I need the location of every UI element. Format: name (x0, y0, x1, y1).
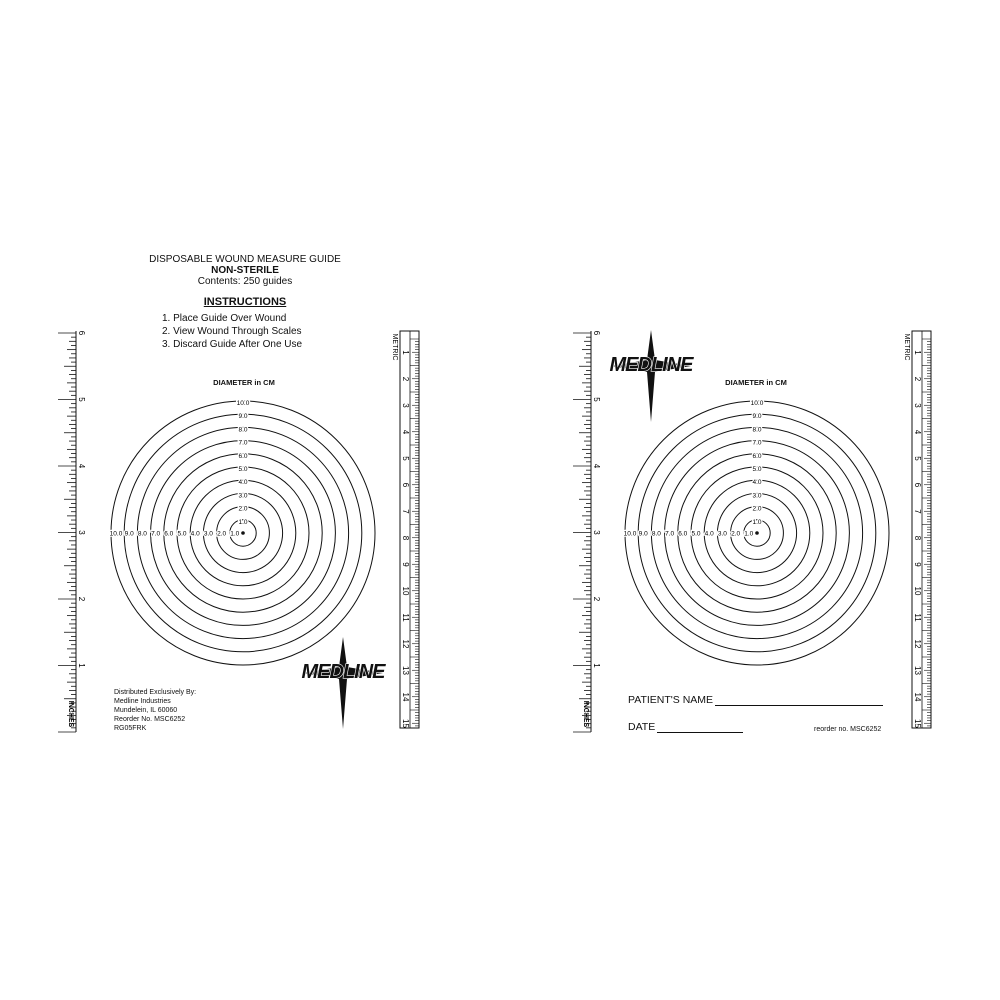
diameter-rings (110, 400, 375, 665)
inch-number: 6 (76, 330, 86, 336)
distributor-line: Reorder No. MSC6252 (114, 716, 186, 723)
cm-number: 4 (912, 429, 922, 435)
metric-label: METRIC (903, 333, 911, 361)
cm-number: 10 (400, 586, 410, 596)
ring-label-left: 3.0 (203, 530, 213, 538)
medline-star-icon (611, 330, 691, 422)
cm-number: 5 (400, 456, 410, 461)
center-dot (755, 531, 759, 535)
cm-number: 1 (912, 350, 922, 355)
medline-logo-text: MEDLINE (301, 661, 385, 683)
ring-label-top: 8.0 (752, 426, 762, 434)
inches-label: INCHES (67, 700, 74, 728)
instructions-heading: INSTRUCTIONS (203, 296, 287, 308)
ring-label-left: 5.0 (177, 530, 187, 538)
metric-ruler (391, 331, 419, 728)
cm-number: 8 (400, 535, 410, 541)
ring-label-top: 9.0 (238, 413, 248, 421)
ring-label-top: 7.0 (238, 439, 248, 447)
sterility-label: NON-STERILE (211, 265, 279, 276)
ring-label-top: 3.0 (752, 492, 762, 500)
ring-label-left: 3.0 (717, 530, 727, 538)
cm-number: 12 (400, 639, 410, 649)
diameter-rings (624, 400, 889, 665)
cm-number: 7 (912, 509, 922, 514)
ring-label-left: 5.0 (691, 530, 701, 538)
inch-number: 6 (591, 330, 601, 336)
inch-number: 2 (76, 596, 86, 602)
ring-label-left: 8.0 (137, 530, 147, 538)
cm-number: 8 (912, 535, 922, 541)
metric-ruler (903, 331, 931, 728)
ring-label-top: 9.0 (752, 413, 762, 421)
cm-number: 6 (400, 482, 410, 488)
guide-drawing (573, 330, 931, 732)
cm-number: 13 (400, 666, 410, 675)
ring-label-top: 2.0 (238, 505, 248, 513)
ring-label-left: 1.0 (230, 530, 240, 538)
contents-label: Contents: 250 guides (197, 276, 293, 287)
center-dot (241, 531, 245, 535)
ring-label-left: 2.0 (731, 530, 741, 538)
cm-number: 13 (912, 666, 922, 675)
ring-label-top: 1.0 (238, 518, 248, 526)
reorder-number: reorder no. MSC6252 (814, 726, 882, 733)
ring-label-left: 4.0 (190, 530, 200, 538)
distributor-line: Medline Industries (114, 698, 171, 705)
inch-number: 1 (591, 663, 601, 668)
cm-number: 12 (912, 639, 922, 649)
date-field (628, 721, 743, 733)
patient-name-line (715, 695, 883, 706)
instruction-item: 3. Discard Guide After One Use (162, 339, 303, 350)
ring-label-top: 5.0 (752, 466, 762, 473)
ring-label-left: 7.0 (151, 530, 161, 538)
ring-label-left: 1.0 (744, 530, 754, 538)
ring-label-left: 10.0 (623, 530, 637, 538)
ring-label-top: 7.0 (752, 439, 762, 447)
cm-number: 14 (912, 692, 922, 702)
ring-label-top: 1.0 (752, 518, 762, 526)
inch-number: 5 (76, 397, 86, 402)
distributor-line: Mundelein, IL 60060 (114, 707, 178, 714)
cm-number: 5 (912, 456, 922, 461)
diameter-title: DIAMETER in CM (725, 378, 787, 387)
ring-label-left: 9.0 (638, 530, 648, 538)
medline-logo (610, 330, 695, 422)
ring-label-top: 4.0 (238, 479, 248, 487)
cm-number: 10 (912, 586, 922, 596)
ring-label-left: 6.0 (164, 530, 174, 538)
ring-label-top: 10.0 (236, 400, 250, 407)
guide-drawing (58, 331, 419, 732)
cm-number: 1 (400, 350, 410, 355)
ring-label-left: 8.0 (651, 530, 661, 538)
distributor-line: RG05FRK (114, 725, 147, 732)
date-label: DATE (628, 721, 656, 733)
ring-label-top: 6.0 (238, 452, 248, 460)
inch-number: 1 (76, 663, 86, 668)
cm-number: 3 (400, 403, 410, 408)
ring-label-top: 3.0 (238, 492, 248, 500)
instruction-item: 1. Place Guide Over Wound (162, 313, 287, 324)
metric-label: METRIC (391, 333, 399, 361)
cm-number: 2 (400, 376, 410, 382)
distributor-info (114, 688, 196, 733)
inch-number: 3 (76, 530, 86, 535)
patient-name-field (628, 694, 883, 706)
cm-number: 4 (400, 429, 410, 435)
inch-number: 4 (76, 463, 86, 469)
inch-number: 5 (591, 397, 601, 402)
ring-label-left: 2.0 (217, 530, 227, 538)
ring-label-top: 2.0 (752, 505, 762, 513)
cm-number: 9 (912, 562, 922, 567)
date-line (657, 722, 743, 733)
cm-number: 7 (400, 509, 410, 514)
ring-label-top: 10.0 (750, 400, 764, 407)
patient-name-label: PATIENT'S NAME (628, 694, 714, 706)
inch-ruler (58, 331, 86, 732)
ring-label-left: 4.0 (704, 530, 714, 538)
inches-label: INCHES (582, 700, 589, 728)
cm-number: 9 (400, 562, 410, 567)
cm-number: 3 (912, 403, 922, 408)
instruction-item: 2. View Wound Through Scales (162, 326, 302, 337)
ring-label-left: 9.0 (124, 530, 134, 538)
cm-number: 14 (400, 692, 410, 702)
ring-label-left: 10.0 (109, 530, 123, 538)
wound-guide-right (500, 0, 1000, 1000)
diameter-title: DIAMETER in CM (213, 378, 275, 387)
medline-logo-text: MEDLINE (609, 354, 693, 376)
medline-star-icon (303, 637, 383, 729)
inch-number: 2 (591, 596, 601, 602)
inch-number: 3 (591, 530, 601, 535)
cm-number: 2 (912, 376, 922, 382)
ring-label-top: 4.0 (752, 479, 762, 487)
ring-label-top: 8.0 (238, 426, 248, 434)
inch-ruler (573, 331, 601, 732)
guide-graphics-right (500, 0, 1000, 1000)
guide-title: DISPOSABLE WOUND MEASURE GUIDE (149, 254, 341, 265)
cm-number: 15 (912, 719, 922, 728)
instructions-list (162, 312, 302, 351)
ring-label-top: 6.0 (752, 452, 762, 460)
cm-number: 15 (400, 719, 410, 728)
ring-label-left: 7.0 (665, 530, 675, 538)
ring-label-top: 5.0 (238, 466, 248, 473)
cm-number: 11 (400, 613, 410, 622)
ring-label-left: 6.0 (678, 530, 688, 538)
inch-number: 4 (591, 463, 601, 469)
cm-number: 11 (912, 613, 922, 622)
distributor-line: Distributed Exclusively By: (114, 689, 197, 696)
medline-logo (302, 637, 387, 729)
cm-number: 6 (912, 482, 922, 488)
